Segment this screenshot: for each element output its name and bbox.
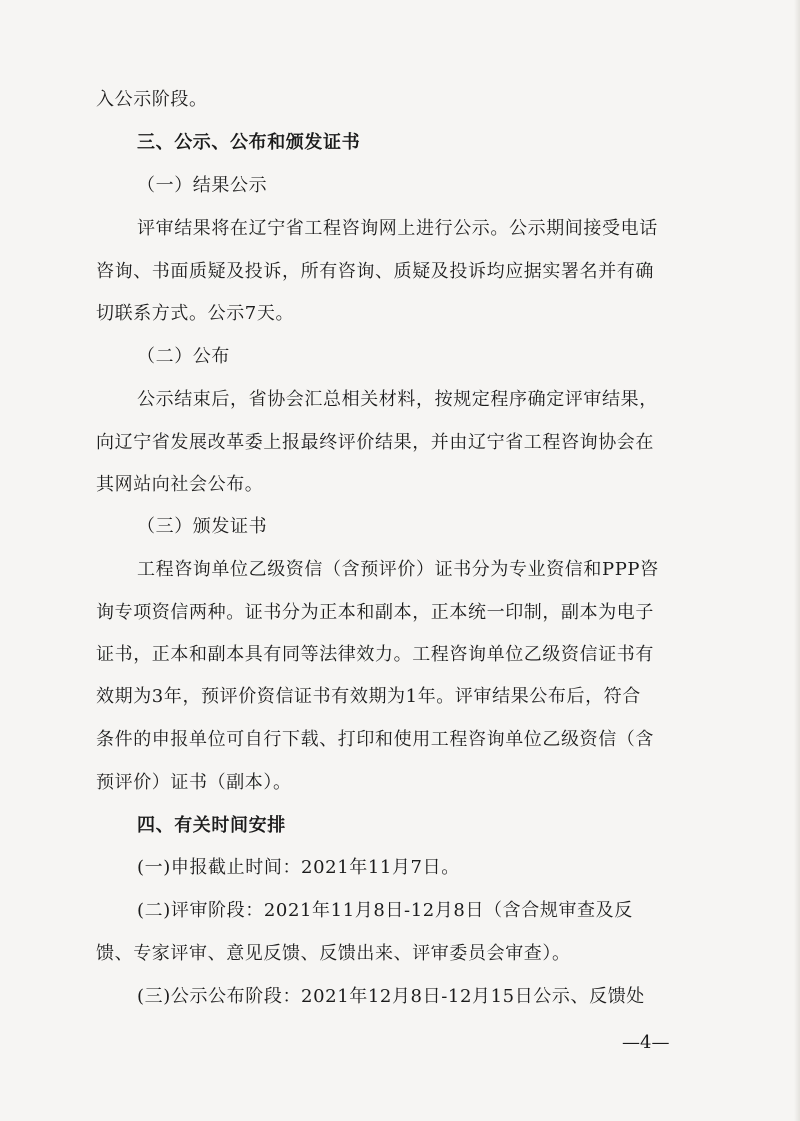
text-line: 向辽宁省发展改革委上报最终评价结果，并由辽宁省工程咨询协会在 <box>96 432 654 453</box>
subsection-heading: （一）结果公示 <box>137 175 268 196</box>
page-edge-shadow <box>794 0 800 1121</box>
text-line: 效期为3年，预评价资信证书有效期为1年。评审结果公布后，符合 <box>96 686 641 707</box>
text-line: 馈、专家评审、意见反馈、反馈出来、评审委员会审查）。 <box>96 943 571 964</box>
subsection-heading: （三）颁发证书 <box>137 516 268 537</box>
text-line: (二)评审阶段：2021年11月8日-12月8日（含合规审查及反 <box>137 900 633 921</box>
text-line: 入公示阶段。 <box>96 89 208 110</box>
text-line: 工程咨询单位乙级资信（含预评价）证书分为专业资信和PPP咨 <box>137 559 659 580</box>
text-line: 切联系方式。公示7天。 <box>96 303 295 324</box>
text-line: 询专项资信两种。证书分为正本和副本，正本统一印制，副本为电子 <box>96 602 654 623</box>
text-line: 其网站向社会公布。 <box>96 474 264 495</box>
page-number: —4— <box>622 1032 670 1053</box>
text-line: 公示结束后，省协会汇总相关材料，按规定程序确定评审结果， <box>137 389 658 410</box>
text-line: 评审结果将在辽宁省工程咨询网上进行公示。公示期间接受电话 <box>137 218 658 239</box>
text-line: (一)申报截止时间：2021年11月7日。 <box>137 857 460 878</box>
text-line: (三)公示公布阶段：2021年12月8日-12月15日公示、反馈处 <box>137 986 645 1007</box>
section-heading: 三、公示、公布和颁发证书 <box>137 132 361 153</box>
subsection-heading: （二）公布 <box>137 346 230 367</box>
text-line: 咨询、书面质疑及投诉，所有咨询、质疑及投诉均应据实署名并有确 <box>96 261 654 282</box>
section-heading: 四、有关时间安排 <box>137 815 286 836</box>
text-line: 证书，正本和副本具有同等法律效力。工程咨询单位乙级资信证书有 <box>96 644 654 665</box>
text-line: 条件的申报单位可自行下载、打印和使用工程咨询单位乙级资信（含 <box>96 729 654 750</box>
text-line: 预评价）证书（副本）。 <box>96 772 292 793</box>
